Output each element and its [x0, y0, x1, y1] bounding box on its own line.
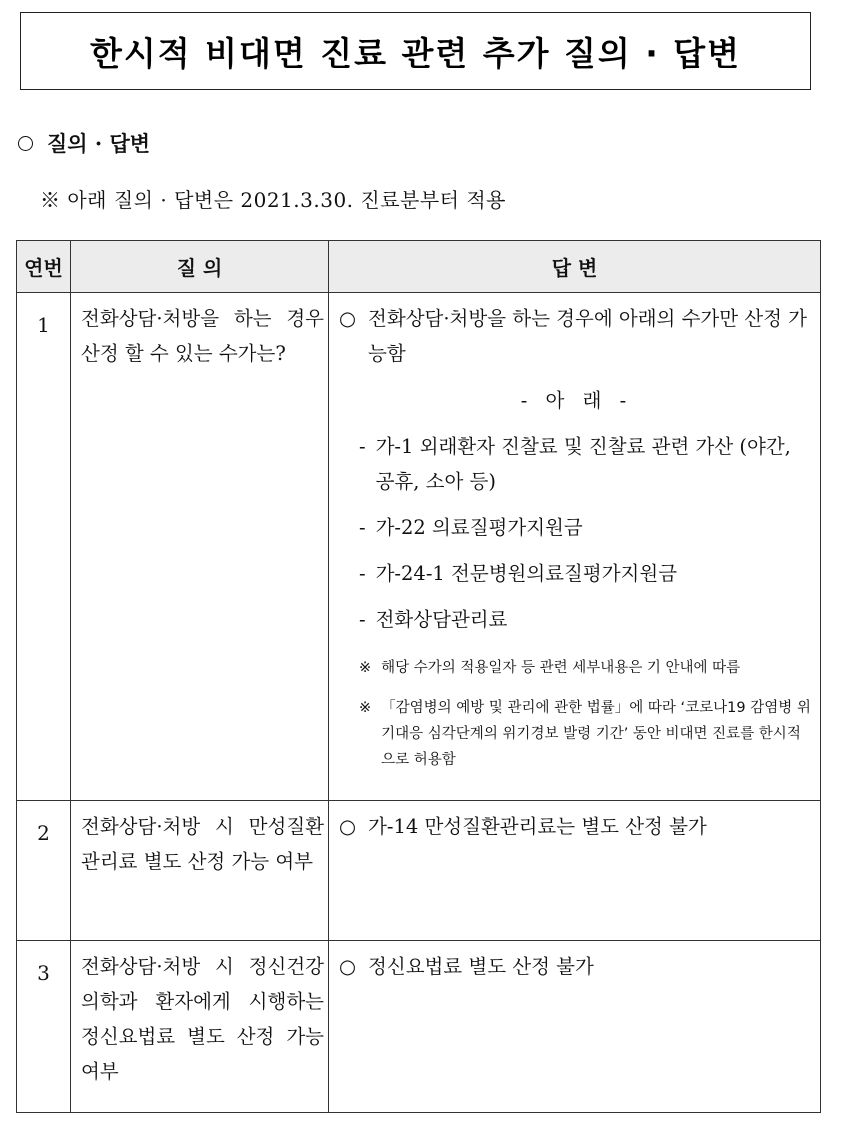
- answer-item-text: 가-24-1 전문병원의료질평가지원금: [375, 562, 678, 585]
- table-row: [17, 801, 821, 941]
- answer-item: [359, 429, 814, 499]
- title-box: [20, 12, 811, 90]
- section-heading: [18, 128, 150, 158]
- answer-item: [359, 510, 814, 545]
- header-answer: 답 변: [329, 241, 821, 293]
- question-cell: 전화상담·처방을 하는 경우 산정 할 수 있는 수가는?: [71, 293, 329, 801]
- header-question: 질 의: [71, 241, 329, 293]
- question-cell: 전화상담·처방 시 정신건강의학과 환자에게 시행하는 정신요법료 별도 산정 가능 여부: [71, 941, 329, 1113]
- table-header-row: [17, 241, 821, 293]
- answer-cell: [329, 801, 821, 941]
- answer-main: 정신요법료 별도 산정 불가: [368, 955, 594, 978]
- applicability-note: ※ 아래 질의 · 답변은 2021.3.30. 진료분부터 적용: [40, 188, 506, 212]
- answer-note-text: 해당 수가의 적용일자 등 관련 세부내용은 기 안내에 따름: [381, 660, 741, 676]
- dash-bullet-icon: -: [359, 608, 366, 631]
- row-number: 2: [17, 801, 71, 941]
- dash-bullet-icon: -: [359, 435, 366, 458]
- section-heading-text: 질의 · 답변: [47, 131, 151, 156]
- row-number: 1: [17, 293, 71, 801]
- circle-bullet-icon: ○: [339, 307, 357, 330]
- table-row: [17, 293, 821, 801]
- header-num: 연번: [17, 241, 71, 293]
- reference-mark-icon: ※: [359, 700, 372, 716]
- answer-item-text: 전화상담관리료: [375, 608, 508, 631]
- document-title: 한시적 비대면 진료 관련 추가 질의 · 답변: [89, 33, 741, 73]
- question-cell: 전화상담·처방 시 만성질환 관리료 별도 산정 가능 여부: [71, 801, 329, 941]
- table-row: [17, 941, 821, 1113]
- circle-bullet-icon: [18, 136, 33, 151]
- answer-item: [359, 602, 814, 637]
- reference-mark-icon: ※: [359, 660, 372, 676]
- answer-item: [359, 556, 814, 591]
- answer-cell: [329, 941, 821, 1113]
- answer-main: 가-14 만성질환관리료는 별도 산정 불가: [368, 815, 707, 838]
- row-number: 3: [17, 941, 71, 1113]
- qa-table: [16, 240, 821, 1113]
- answer-note-text: 「감염병의 예방 및 관리에 관한 법률」에 따라 ‘코로나19 감염병 위기대응 심각단계의 위기경보 발령 기간’ 동안 비대면 진료를 한시적으로 허용함: [381, 700, 811, 768]
- dash-bullet-icon: -: [359, 562, 366, 585]
- answer-item-text: 가-1 외래환자 진찰료 및 진찰료 관련 가산 (야간, 공휴, 소아 등): [375, 435, 791, 493]
- answer-sub-heading: - 아 래 -: [520, 389, 633, 412]
- answer-note: [359, 695, 814, 773]
- dash-bullet-icon: -: [359, 516, 366, 539]
- circle-bullet-icon: ○: [339, 955, 357, 978]
- answer-cell: [329, 293, 821, 801]
- answer-main: 전화상담·처방을 하는 경우에 아래의 수가만 산정 가능함: [368, 307, 807, 365]
- answer-item-text: 가-22 의료질평가지원금: [375, 516, 583, 539]
- circle-bullet-icon: ○: [339, 815, 357, 838]
- answer-note: [359, 655, 814, 681]
